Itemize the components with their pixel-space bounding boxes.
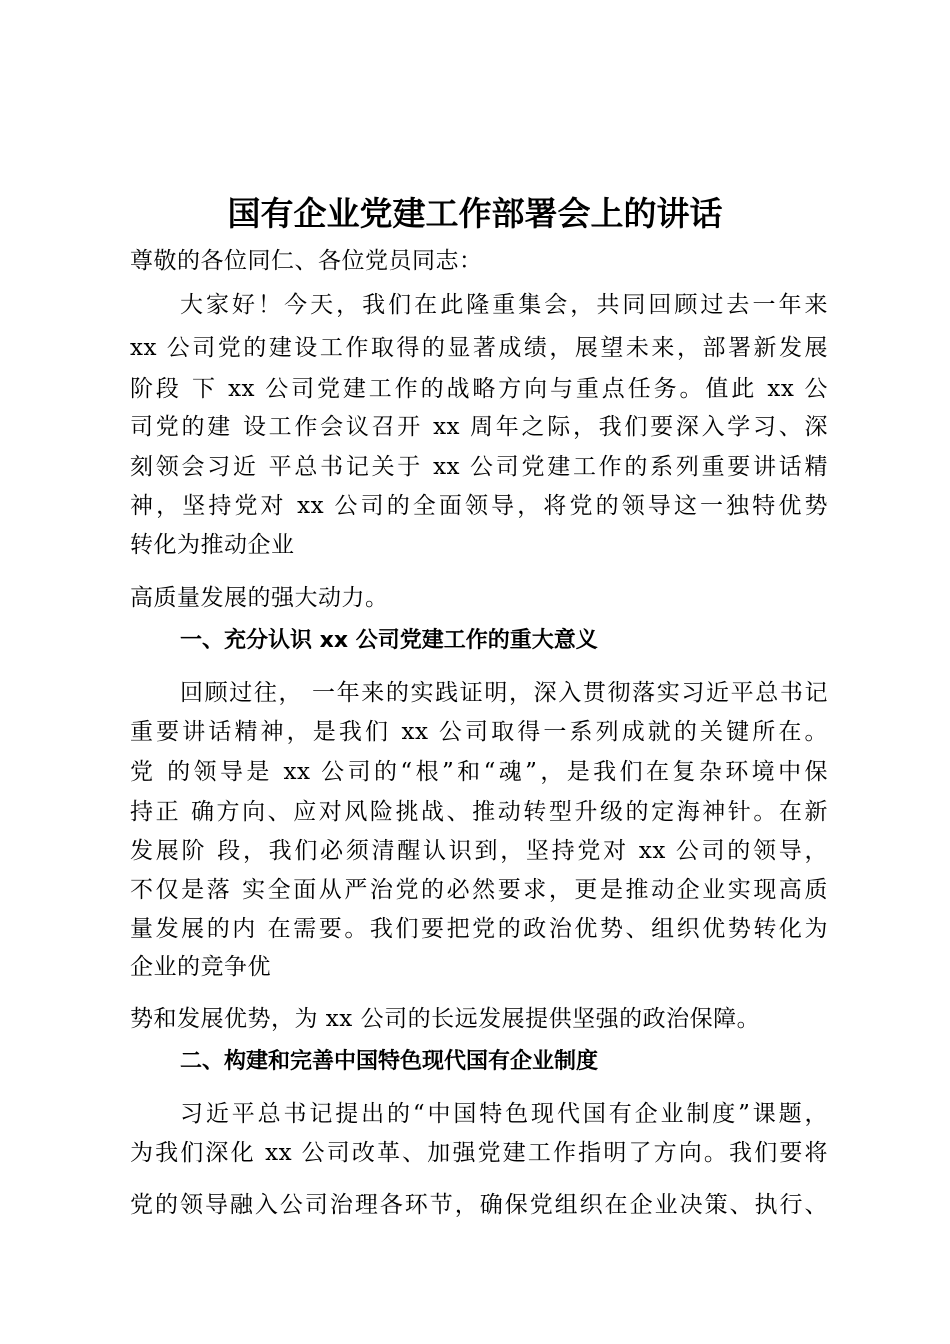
paragraph-line: 发展阶 段，我们必须清醒认识到，坚持党对 xx 公司的领导， bbox=[130, 838, 828, 864]
paragraph-line: 阶段 下 xx 公司党建工作的战略方向与重点任务。值此 xx 公 bbox=[130, 376, 828, 402]
paragraph-line: 大家好！今天，我们在此隆重集会，共同回顾过去一年来 bbox=[180, 292, 828, 318]
paragraph-line: 不仅是落 实全面从严治党的必然要求，更是推动企业实现高质 bbox=[130, 877, 828, 903]
paragraph-line: 神，坚持党对 xx 公司的全面领导，将党的领导这一独特优势 bbox=[130, 493, 828, 519]
paragraph-line: 党的领导融入公司治理各环节，确保党组织在企业决策、执行、 bbox=[130, 1192, 828, 1218]
paragraph-line: 为我们深化 xx 公司改革、加强党建工作指明了方向。我们要将 bbox=[130, 1140, 828, 1166]
paragraph-line: 回顾过往， 一年来的实践证明，深入贯彻落实习近平总书记 bbox=[180, 680, 828, 706]
salutation: 尊敬的各位同仁、各位党员同志： bbox=[130, 248, 483, 274]
paragraph-line: 刻领会习近 平总书记关于 xx 公司党建工作的系列重要讲话精 bbox=[130, 454, 828, 480]
paragraph-line: 司党的建 设工作会议召开 xx 周年之际，我们要深入学习、深 bbox=[130, 414, 828, 440]
paragraph-line: 习近平总书记提出的“中国特色现代国有企业制度”课题， bbox=[180, 1101, 828, 1127]
paragraph-line: 持正 确方向、应对风险挑战、推动转型升级的定海神针。在新 bbox=[130, 799, 828, 825]
paragraph-line: xx 公司党的建设工作取得的显著成绩，展望未来，部署新发展 bbox=[130, 335, 828, 361]
paragraph-line: 势和发展优势，为 xx 公司的长远发展提供坚强的政治保障。 bbox=[130, 1006, 761, 1032]
section-heading: 一、充分认识 xx 公司党建工作的重大意义 bbox=[180, 628, 598, 653]
paragraph-line: 企业的竞争优 bbox=[130, 954, 271, 980]
paragraph-line: 党 的领导是 xx 公司的“根”和“魂”，是我们在复杂环境中保 bbox=[130, 759, 828, 785]
document-title: 国有企业党建工作部署会上的讲话 bbox=[227, 194, 723, 233]
paragraph-line: 高质量发展的强大动力。 bbox=[130, 585, 389, 611]
paragraph-line: 重要讲话精神，是我们 xx 公司取得一系列成就的关键所在。 bbox=[130, 719, 828, 745]
paragraph-line: 量发展的内 在需要。我们要把党的政治优势、组织优势转化为 bbox=[130, 916, 828, 942]
paragraph-line: 转化为推动企业 bbox=[130, 532, 295, 558]
section-heading: 二、构建和完善中国特色现代国有企业制度 bbox=[180, 1049, 599, 1074]
